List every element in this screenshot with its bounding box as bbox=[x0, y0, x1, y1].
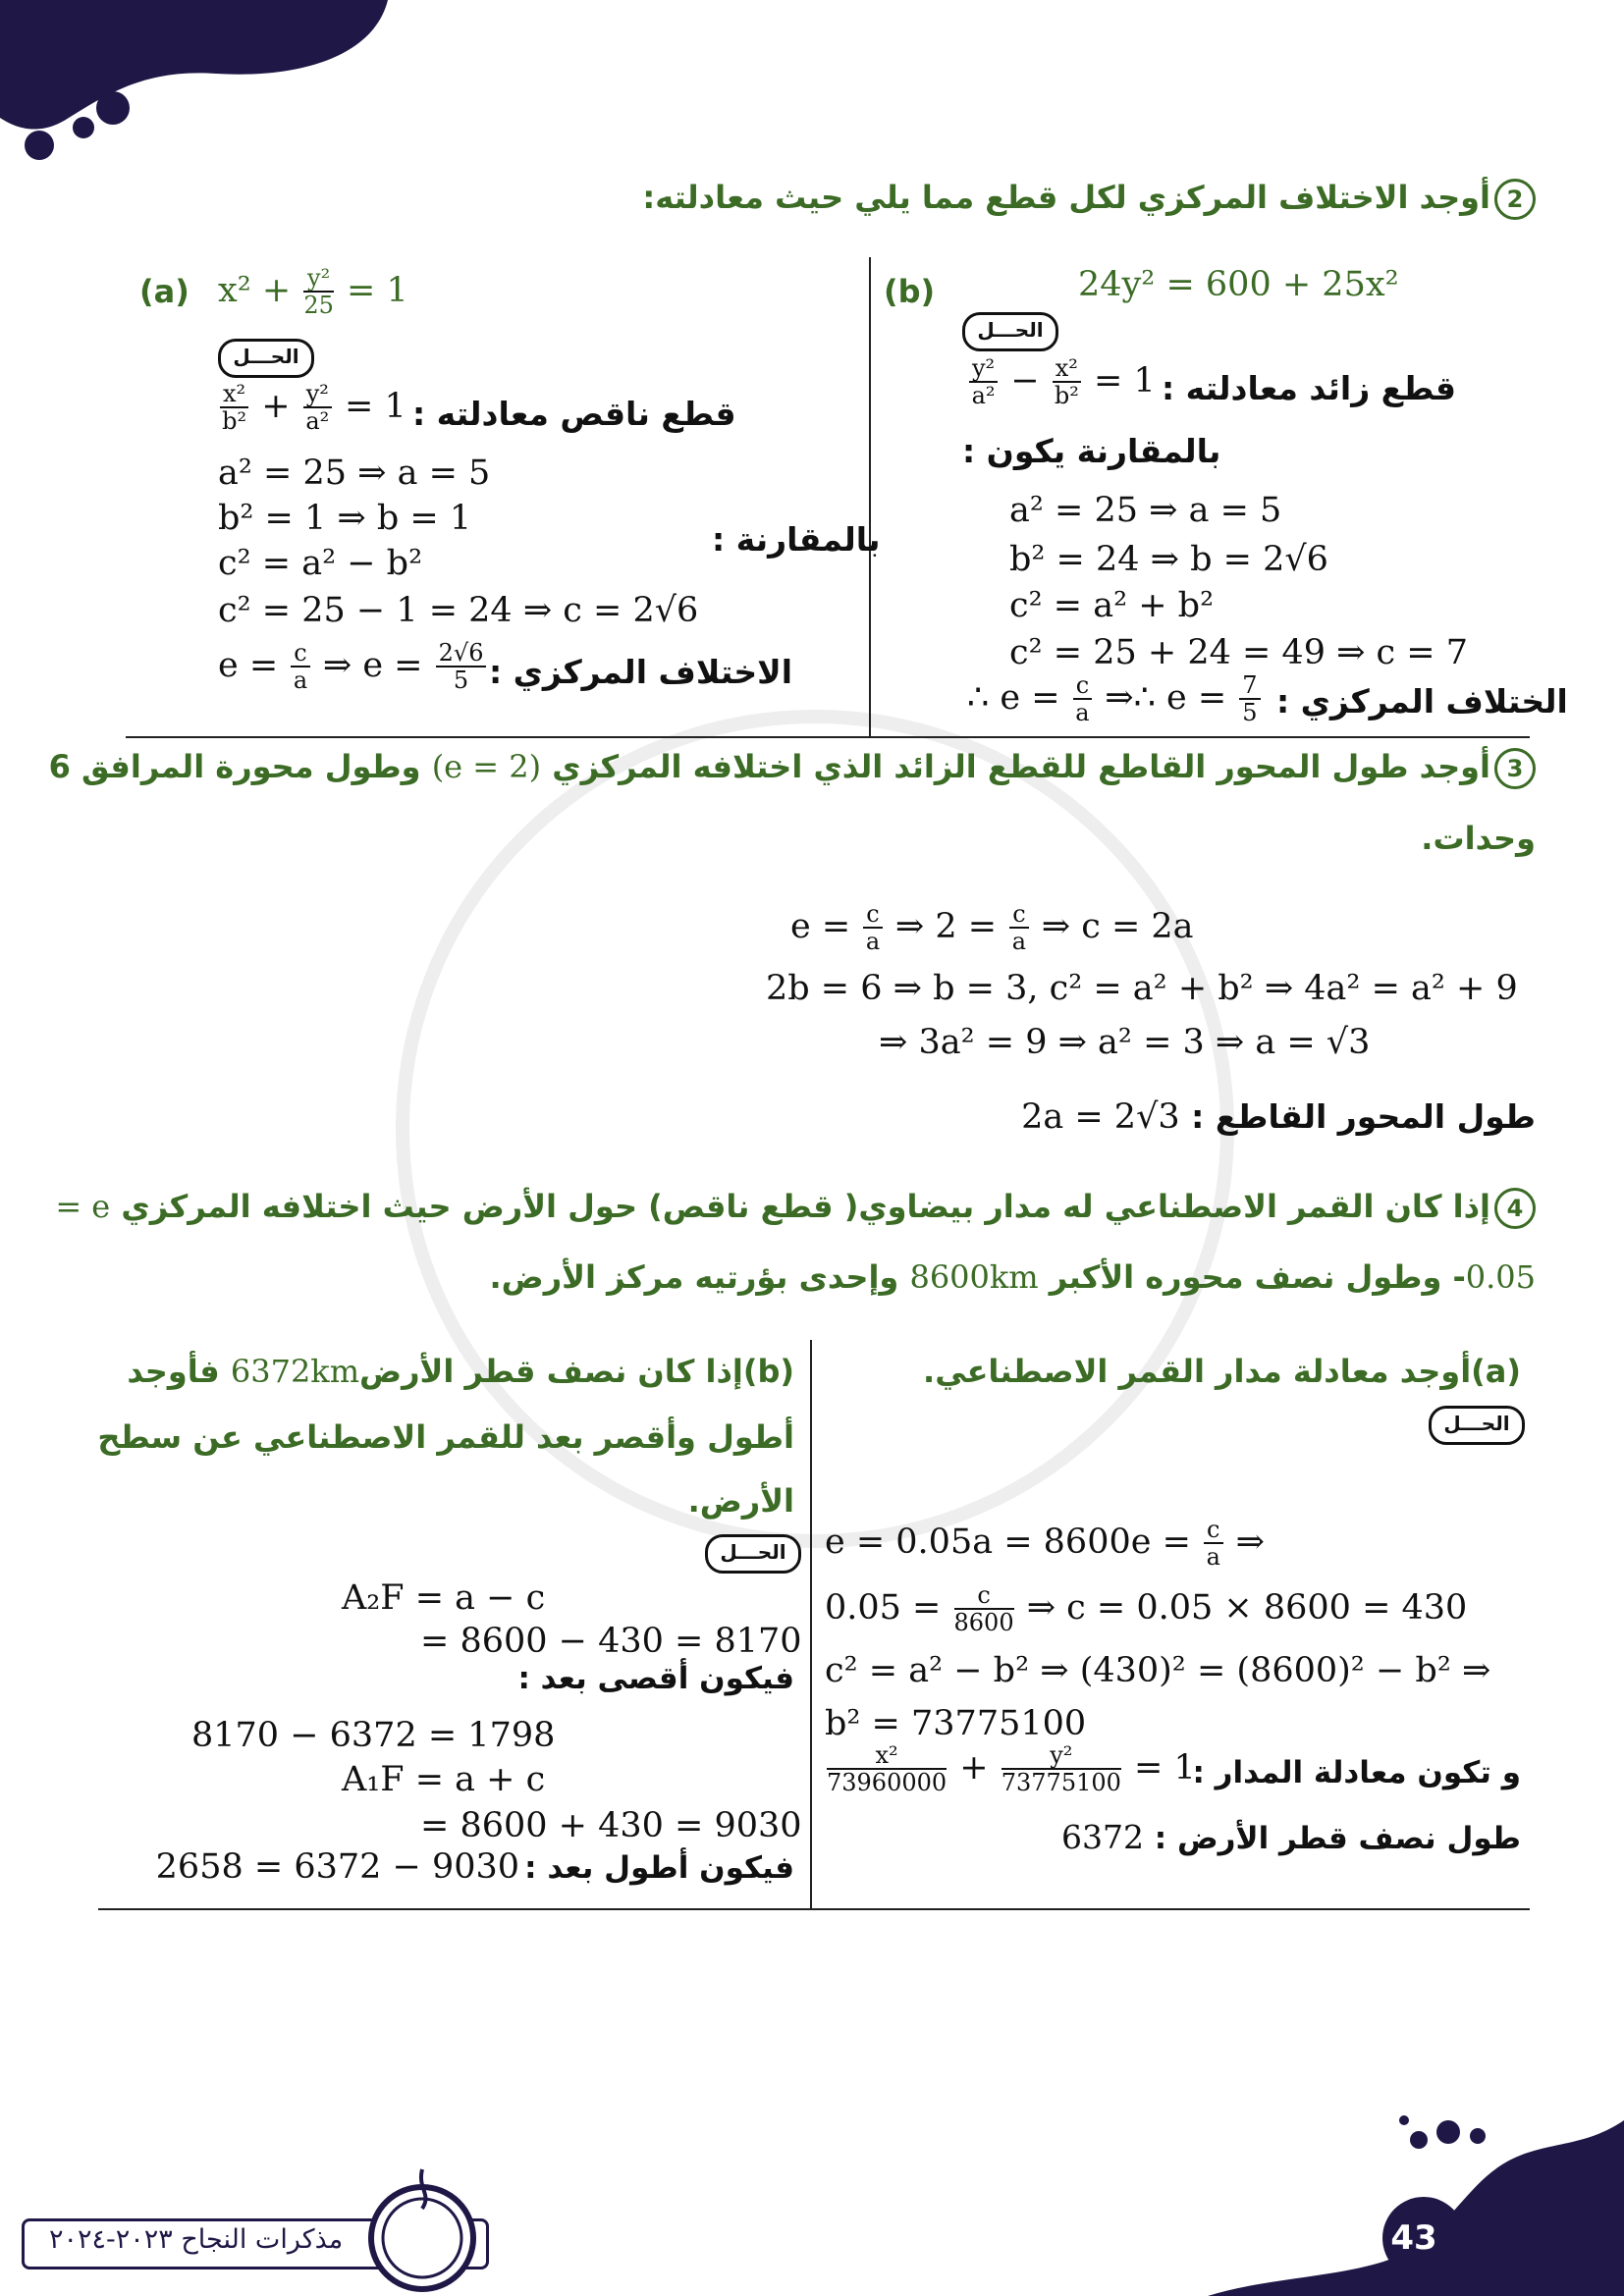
math-line: A₂F = a − c bbox=[342, 1578, 546, 1618]
q4b-title-line2: أطول وأقصر بعد للقمر الاصطناعي عن سطح bbox=[97, 1418, 794, 1456]
math-line: b² = 1 ⇒ b = 1 bbox=[218, 499, 472, 538]
ellipse-standard-form: $\frac{\text{x²}}{\text{b²}}$ + $\frac{\text{y²}}{\text{a²}}$ = 1 bbox=[218, 381, 406, 435]
bottom-right-blob bbox=[1208, 2110, 1624, 2296]
compare-label: بالمقارنة : bbox=[712, 520, 881, 559]
question-3: 3أوجد طول المحور القاطع للقطع الزائد الذي اختلافه المركزي (e = 2) وطول محورة المرافق 6 bbox=[49, 748, 1536, 789]
eccentricity-a: e = $\frac{c}{a}$ ⇒ e = $\frac{2√6}{5}$ bbox=[218, 640, 488, 694]
eccentricity-b: ∴ e = $\frac{c}{a}$ ⇒∴ e = $\frac{7}{5}$ bbox=[967, 672, 1263, 726]
part-a-equation: x² + $\frac{\text{y²}}{25}$ = 1 bbox=[218, 264, 408, 320]
question-3-cont: وحدات. bbox=[1421, 820, 1536, 857]
math-line: 8170 − 6372 = 1798 bbox=[191, 1716, 556, 1755]
brand-logo-icon bbox=[363, 2164, 481, 2292]
column-divider bbox=[869, 257, 871, 738]
math-line: c² = a² − b² ⇒ (430)² = (8600)² − b² ⇒ bbox=[825, 1651, 1491, 1690]
math-line: ⇒ 3a² = 9 ⇒ a² = 3 ⇒ a = √3 bbox=[879, 1023, 1371, 1062]
question-2: 2أوجد الاختلاف المركزي لكل قطع مما يلي حيث معادلته: bbox=[642, 179, 1536, 220]
section-divider bbox=[126, 736, 1530, 738]
question-number: 3 bbox=[1494, 748, 1536, 789]
math-line: b² = 24 ⇒ b = 2√6 bbox=[1009, 540, 1328, 579]
orbit-label: و تكون معادلة المدار : bbox=[1192, 1755, 1521, 1790]
q3-answer: طول المحور القاطع : 2a = 2√3 bbox=[1021, 1097, 1536, 1137]
math-line: c² = a² + b² bbox=[1009, 586, 1215, 625]
math-line: c² = 25 − 1 = 24 ⇒ c = 2√6 bbox=[218, 591, 699, 630]
near-line: فيكون أطول بعد : 9030 − 6372 = 2658 bbox=[155, 1847, 794, 1887]
math-line: A₁F = a + c bbox=[342, 1760, 546, 1799]
question-number: 4 bbox=[1494, 1188, 1536, 1229]
part-b-equation: 24y² = 600 + 25x² bbox=[1078, 265, 1399, 304]
orbit-equation: $\frac{\text{x²}}{73960000}$ + $\frac{\text{y²}}{73775100}$ = 1 bbox=[827, 1741, 1196, 1797]
ellipse-label: قطع ناقص معادلته : bbox=[412, 395, 736, 433]
question-4: 4إذا كان القمر الاصطناعي له مدار بيضاوي( قطع ناقص) حول الأرض حيث اختلافه المركزي e = bbox=[55, 1188, 1536, 1229]
q4b-title-line3: الأرض. bbox=[687, 1482, 794, 1520]
math-line: c² = 25 + 24 = 49 ⇒ c = 7 bbox=[1009, 633, 1468, 672]
radius-line: طول نصف قطر الأرض : 6372 bbox=[1060, 1818, 1521, 1856]
hyperbola-label: قطع زائد معادلته : bbox=[1162, 369, 1456, 407]
solution-badge: الحـــل bbox=[1429, 1406, 1525, 1445]
ecc-label: الاختلاف المركزي : bbox=[489, 653, 793, 691]
q4a-title: (a)أوجد معادلة مدار القمر الاصطناعي. bbox=[923, 1353, 1521, 1390]
part-b-label: (b) bbox=[884, 273, 936, 310]
solution-badge: الحـــل bbox=[218, 339, 314, 378]
math-line: 2b = 6 ⇒ b = 3, c² = a² + b² ⇒ 4a² = a² + 9 bbox=[766, 969, 1518, 1008]
math-line: b² = 73775100 bbox=[825, 1704, 1087, 1743]
math-line: c² = a² − b² bbox=[218, 544, 423, 583]
column-divider bbox=[810, 1340, 812, 1909]
math-line: = 8600 − 430 = 8170 bbox=[420, 1622, 802, 1661]
solution-badge: الحـــل bbox=[705, 1534, 801, 1574]
footer-brand: مذكرات النجاح ٢٠٢٣-٢٠٢٤ bbox=[49, 2224, 344, 2255]
math-line: a² = 25 ⇒ a = 5 bbox=[1009, 491, 1282, 530]
section-divider bbox=[98, 1908, 1530, 1910]
ecc-label: الختلاف المركزي : bbox=[1276, 682, 1568, 721]
question-number: 2 bbox=[1494, 179, 1536, 220]
page-number: 43 bbox=[1390, 2218, 1437, 2258]
q3-line1: e = $\frac{c}{a}$ ⇒ 2 = $\frac{c}{a}$ ⇒ c = 2a bbox=[790, 900, 1194, 956]
solution-badge: الحـــل bbox=[962, 312, 1058, 351]
math-line: a² = 25 ⇒ a = 5 bbox=[218, 454, 491, 493]
far-label: فيكون أقصى بعد : bbox=[517, 1661, 794, 1696]
part-a-label: (a) bbox=[139, 273, 189, 310]
question-4-cont: 0.05- وطول نصف محوره الأكبر 8600km وإحدى بؤرتيه مركز الأرض. bbox=[489, 1258, 1536, 1296]
math-line: = 8600 + 430 = 9030 bbox=[420, 1806, 802, 1845]
q4a-line2: 0.05 = $\frac{c}{8600}$ ⇒ c = 0.05 × 8600 = 430 bbox=[825, 1581, 1468, 1637]
q4a-line1: e = 0.05a = 8600e = $\frac{c}{a}$ ⇒ bbox=[825, 1516, 1265, 1572]
hyperbola-standard-form: $\frac{\text{y²}}{\text{a²}}$ − $\frac{\text{x²}}{\text{b²}}$ = 1 bbox=[967, 355, 1156, 409]
top-left-blob bbox=[0, 0, 412, 177]
q4b-title-line1: (b)إذا كان نصف قطر الأرض6372km فأوجد bbox=[127, 1353, 794, 1390]
compare-label: بالمقارنة يكون : bbox=[962, 432, 1221, 470]
